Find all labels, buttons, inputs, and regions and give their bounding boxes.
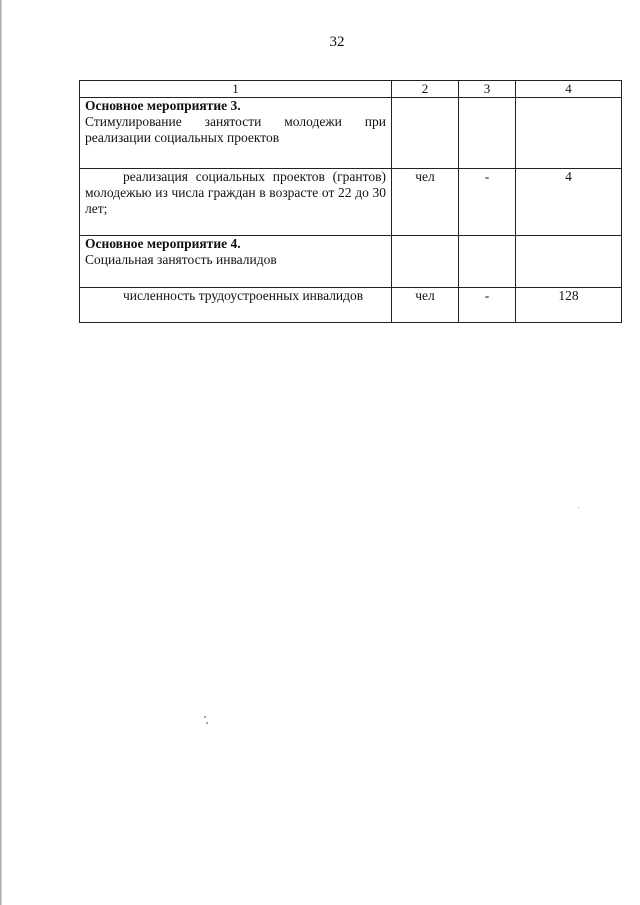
col3-cell: - [459, 288, 516, 323]
col4-cell [516, 236, 622, 288]
activity-cell [80, 236, 392, 288]
column-header-3: 3 [459, 81, 516, 98]
activity-heading: Основное мероприятие 4. [85, 236, 241, 251]
activity-description: Социальная занятость инвалидов [85, 252, 277, 267]
column-header-1: 1 [80, 81, 392, 98]
indicator-text: реализация социальных проектов (грантов) молодежью из числа граждан в возрасте от 22 до 30 лет; [80, 169, 392, 236]
table-row-activity-4 [80, 236, 622, 288]
col3-cell: - [459, 169, 516, 236]
table-row-indicator-grants [80, 169, 622, 236]
indicators-table [79, 80, 622, 323]
col4-cell: 4 [516, 169, 622, 236]
unit-cell [392, 98, 459, 169]
table-row-activity-3 [80, 98, 622, 169]
table-row-indicator-disabled [80, 288, 622, 323]
table-header-row [80, 81, 622, 98]
col4-cell: 128 [516, 288, 622, 323]
activity-description: Стимулирование занятости молодежи при реализации социальных проектов [85, 114, 386, 145]
scan-speck [204, 716, 206, 718]
col3-cell [459, 98, 516, 169]
indicator-text: численность трудоустроенных инвалидов [80, 288, 392, 323]
unit-cell [392, 236, 459, 288]
scan-speck [206, 722, 208, 724]
page-number: 32 [329, 34, 345, 50]
unit-cell: чел [392, 169, 459, 236]
unit-cell: чел [392, 288, 459, 323]
scan-speck [578, 507, 579, 508]
activity-heading: Основное мероприятие 3. [85, 98, 241, 113]
col3-cell [459, 236, 516, 288]
column-header-2: 2 [392, 81, 459, 98]
activity-cell [80, 98, 392, 169]
col4-cell [516, 98, 622, 169]
column-header-4: 4 [516, 81, 622, 98]
scan-left-edge [0, 0, 2, 905]
